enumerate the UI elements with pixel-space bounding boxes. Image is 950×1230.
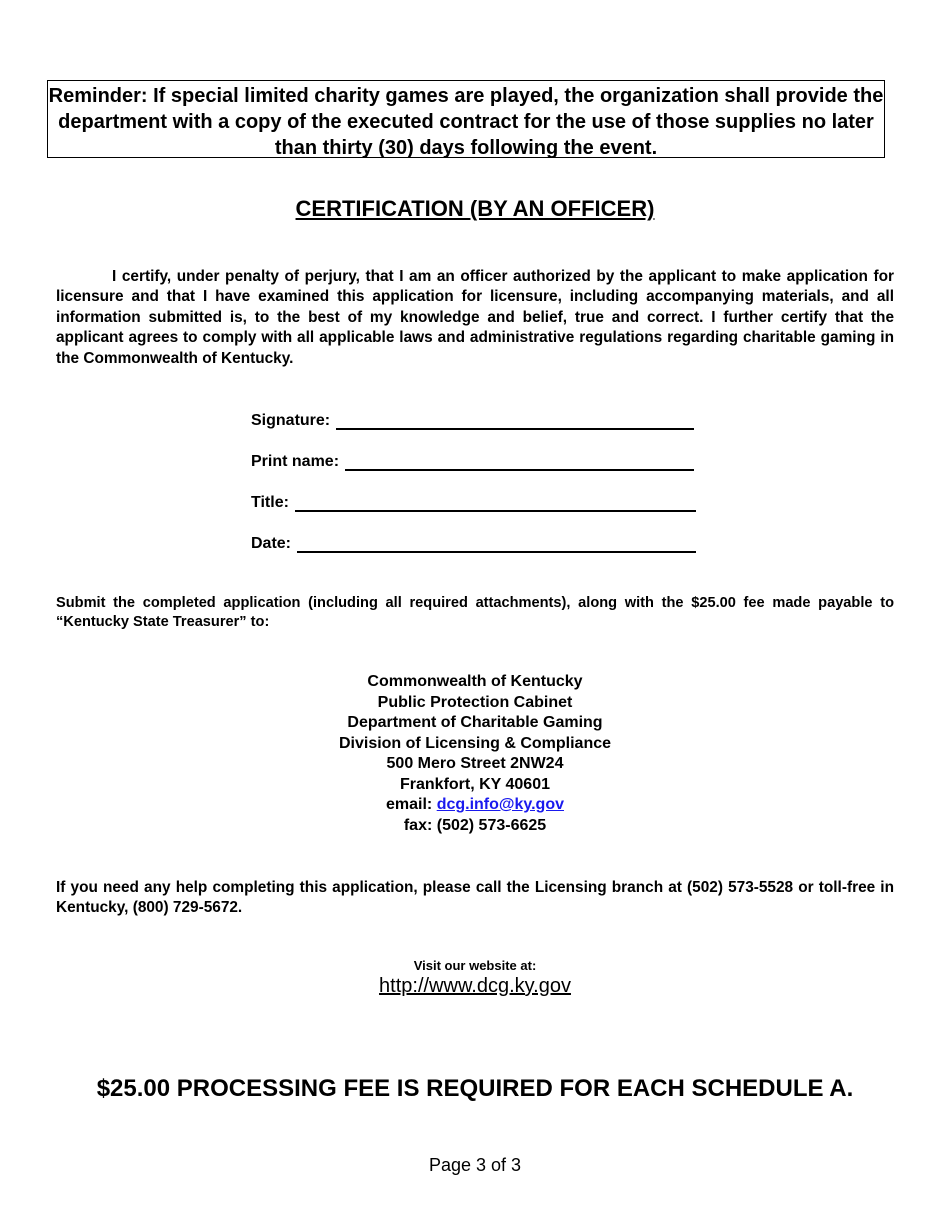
address-line-5: 500 Mero Street 2NW24	[386, 755, 564, 772]
address-line-2: Public Protection Cabinet	[377, 693, 573, 711]
reminder-box: Reminder: If special limited charity games are played, the organization shall provide the department with a copy of the executed contract for the use of those supplies no later than thirty (30) days following the event.	[47, 80, 885, 158]
address-line-3: Department of Charitable Gaming	[347, 714, 603, 731]
address-line-6: Frankfort, KY 40601	[400, 775, 550, 793]
website-link[interactable]: http://www.dcg.ky.gov	[379, 975, 571, 997]
website-label: Visit our website at:	[413, 958, 537, 973]
print-name-line[interactable]	[345, 455, 694, 471]
fee-notice: $25.00 PROCESSING FEE IS REQUIRED FOR EACH SCHEDULE A.	[96, 1075, 854, 1102]
mailing-address	[0, 672, 950, 836]
title-row	[251, 490, 696, 512]
signature-label: Signature:	[251, 412, 331, 429]
email-line	[0, 795, 950, 816]
help-text: If you need any help completing this application, please call the Licensing branch at (502) 573-5528 or toll-free in Kentucky, (800) 729-5672.	[56, 879, 894, 917]
signature-row	[251, 408, 694, 430]
title-line[interactable]	[295, 496, 696, 512]
website-line	[0, 975, 950, 998]
date-line[interactable]	[297, 537, 696, 553]
address-line-1: Commonwealth of Kentucky	[367, 673, 583, 690]
page-number: Page 3 of 3	[428, 1155, 522, 1175]
email-link[interactable]: dcg.info@ky.gov	[436, 796, 564, 813]
fax-line: fax: (502) 573-6625	[403, 816, 547, 834]
submit-instructions: Submit the completed application (including all required attachments), along with the $25.00 fee made payable to “Kentucky State Treasurer” to:	[56, 595, 894, 630]
certification-heading: CERTIFICATION (BY AN OFFICER)	[295, 196, 655, 221]
title-label: Title:	[251, 494, 289, 511]
print-name-row	[251, 449, 694, 471]
signature-line[interactable]	[336, 414, 694, 430]
address-line-4: Division of Licensing & Compliance	[338, 734, 612, 752]
email-label: email:	[385, 796, 433, 813]
date-row	[251, 531, 696, 553]
certification-paragraph: I certify, under penalty of perjury, that I am an officer authorized by the applicant to make application for licensure and that I have examined this application for licensure, including accompanying materials, and all information submitted is, to the best of my knowledge and belief, true and correct. I further certify that the applicant agrees to comply with all applicable laws and administrative regulations regarding charitable gaming in the Commonwealth of Kentucky.	[56, 268, 894, 367]
print-name-label: Print name:	[251, 453, 340, 470]
date-label: Date:	[251, 535, 292, 552]
